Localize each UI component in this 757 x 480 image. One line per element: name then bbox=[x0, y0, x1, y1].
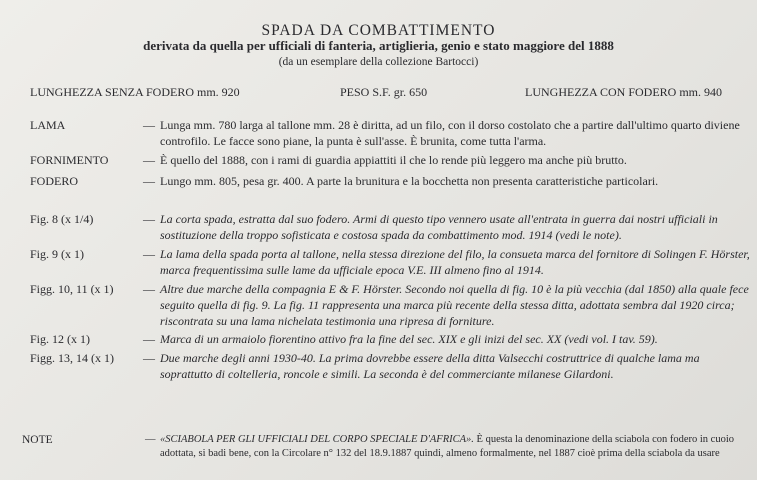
part-text: È quello del 1888, con i rami di guardia appiattiti il che lo rende più leggero ma anche più brutto. bbox=[160, 153, 627, 167]
dash: — bbox=[143, 332, 155, 346]
part-label: LAMA bbox=[30, 118, 66, 132]
dash: — bbox=[143, 174, 155, 188]
collection-note: (da un esemplare della collezione Bartocci) bbox=[278, 56, 479, 68]
notes-label: NOTE bbox=[22, 434, 53, 446]
dash: — bbox=[143, 153, 155, 167]
dash: — bbox=[145, 434, 156, 445]
figure-row-12 bbox=[0, 331, 757, 349]
figure-row-13-14 bbox=[0, 350, 757, 384]
figure-label: Fig. 9 (x 1) bbox=[30, 247, 84, 261]
part-label: FORNIMENTO bbox=[30, 153, 109, 167]
page-title: SPADA DA COMBATTIMENTO bbox=[261, 22, 496, 39]
length-without-scabbard: LUNGHEZZA SENZA FODERO mm. 920 bbox=[30, 85, 240, 99]
figure-label: Fig. 12 (x 1) bbox=[30, 332, 90, 346]
figure-caption: Marca di un armaiolo fiorentino attivo fra la fine del sec. XIX e gli inizi del sec. XX (vedi vol. I tav. 59). bbox=[160, 332, 658, 346]
part-row-fornimento bbox=[0, 152, 757, 170]
part-text: Lungo mm. 805, pesa gr. 400. A parte la brunitura e la bocchetta non presenta caratteristiche particolari. bbox=[160, 174, 659, 188]
figure-row-10-11 bbox=[0, 281, 757, 331]
dash: — bbox=[143, 212, 155, 226]
dash: — bbox=[143, 351, 155, 365]
figure-label: Figg. 10, 11 (x 1) bbox=[30, 282, 114, 296]
length-with-scabbard: LUNGHEZZA CON FODERO mm. 940 bbox=[525, 85, 722, 99]
notes-body: È questa la denominazione della sciabola con fodero in cuoio adottata, si badi bene, con la Circolare n° 132 del 18.9.1887 quindi, almeno formalmente, nel 1887 cioè prima della sciabola da usare bbox=[160, 434, 734, 459]
weight-measure: PESO S.F. gr. 650 bbox=[340, 85, 428, 99]
part-row-lama bbox=[0, 117, 757, 151]
part-label: FODERO bbox=[30, 174, 79, 188]
part-text: Lunga mm. 780 larga al tallone mm. 28 è diritta, ad un filo, con il dorso costolato che a partire dall'ultimo quarto diviene controfilo. Le facce sono piane, la punta è sull'asse. È brunita, come tutta l'arma. bbox=[160, 118, 740, 148]
figure-caption: La lama della spada porta al tallone, nella stessa direzione del filo, la consueta marca del fornitore di Solingen F. Hörster, marca frequentissima sulle lame da ufficiale epoca V.E. III almeno fino al 1914. bbox=[160, 247, 750, 277]
dash: — bbox=[143, 118, 155, 132]
page-subtitle: derivata da quella per ufficiali di fanteria, artiglieria, genio e stato maggiore del 1888 bbox=[143, 38, 614, 53]
figure-caption: La corta spada, estratta dal suo fodero. Armi di questo tipo vennero usate all'entrata in guerra dai nostri ufficiali in sostituzione della troppo sofisticata e costosa spada da combattimento mod. 1914 (vedi le note). bbox=[160, 212, 718, 242]
figure-label: Fig. 8 (x 1/4) bbox=[30, 212, 94, 226]
notes-quote: «SCIABOLA PER GLI UFFICIALI DEL CORPO SPECIALE D'AFRICA». bbox=[160, 434, 474, 445]
part-row-fodero bbox=[0, 173, 757, 191]
figure-caption: Due marche degli anni 1930-40. La prima dovrebbe essere della ditta Valsecchi costruttrice di qualche lama ma soprattutto di coltelleria, roncole e simili. La seconda è del commerciante milanese Gilardoni. bbox=[160, 351, 700, 381]
figure-row-8 bbox=[0, 211, 757, 245]
dash: — bbox=[143, 247, 155, 261]
figure-label: Figg. 13, 14 (x 1) bbox=[30, 351, 114, 365]
notes-text bbox=[160, 433, 755, 461]
figure-row-9 bbox=[0, 246, 757, 280]
dash: — bbox=[143, 282, 155, 296]
figure-caption: Altre due marche della compagnia E & F. Hörster. Secondo noi quella di fig. 10 è la più vecchia (dal 1850) alla quale fece seguito quella di fig. 9. La fig. 11 rappresenta una marca più recente della stessa ditta, adottata sembra dal 1920 circa; riscontrata su una lama nichelata testimonia una ripresa di forniture. bbox=[160, 282, 749, 328]
